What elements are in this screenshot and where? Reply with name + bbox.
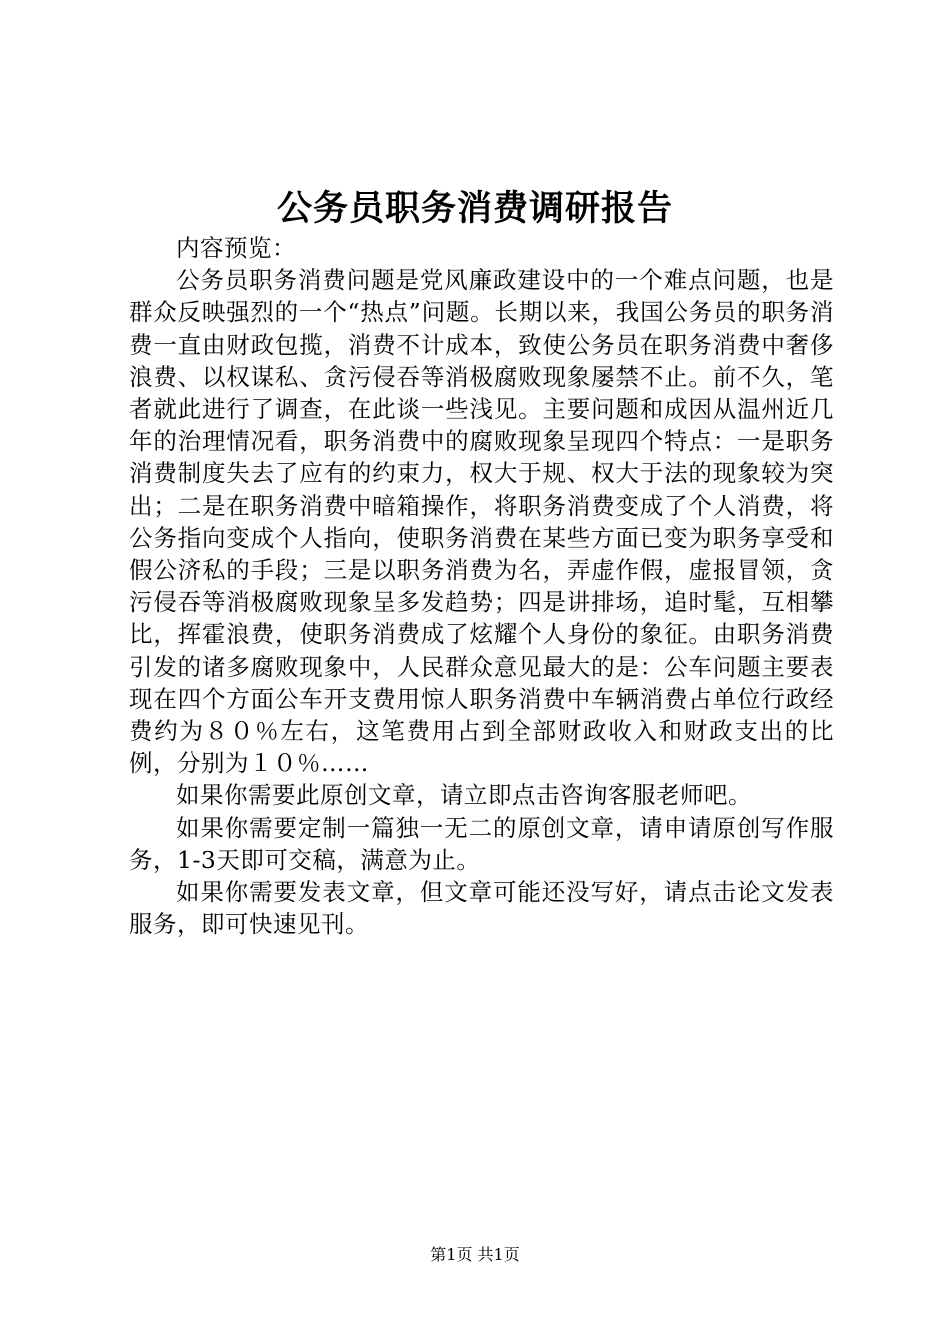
- main-paragraph: 公务员职务消费问题是党风廉政建设中的一个难点问题，也是群众反映强烈的一个“热点”问题。长期以来，我国公务员的职务消费一直由财政包揽，消费不计成本，致使公务员在职务消费中奢侈浪费、以权谋私、贪污侵吞等消极腐败现象屡禁不止。前不久，笔者就此进行了调查，在此谈一些浅见。主要问题和成因从温州近几年的治理情况看，职务消费中的腐败现象呈现四个特点：一是职务消费制度失去了应有的约束力，权大于规、权大于法的现象较为突出；二是在职务消费中暗箱操作，将职务消费变成了个人消费，将公务指向变成个人指向，使职务消费在某些方面已变为职务享受和假公济私的手段；三是以职务消费为名，弄虚作假，虚报冒领，贪污侵吞等消极腐败现象呈多发趋势；四是讲排场，追时髦，互相攀比，挥霍浪费，使职务消费成了炫耀个人身份的象征。由职务消费引发的诸多腐败现象中，人民群众意见最大的是：公车问题主要表现在四个方面公车开支费用惊人职务消费中车辆消费占单位行政经费约为８０％左右，这笔费用占到全部财政收入和财政支出的比例，分别为１０％……: [129, 266, 834, 778]
- promo-paragraph-publish: 如果你需要发表文章，但文章可能还没写好，请点击论文发表服务，即可快速见刊。: [129, 878, 834, 939]
- promo-paragraph-custom-writing: 如果你需要定制一篇独一无二的原创文章，请申请原创写作服务，1-3天即可交稿，满意为止。: [129, 813, 834, 874]
- document-body: [129, 232, 834, 940]
- promo-paragraph-consult: 如果你需要此原创文章，请立即点击咨询客服老师吧。: [176, 781, 752, 810]
- page-footer: 第1页 共1页: [430, 1245, 520, 1264]
- document-title: 公务员职务消费调研报告: [276, 188, 673, 229]
- preview-label: 内容预览：: [176, 234, 296, 262]
